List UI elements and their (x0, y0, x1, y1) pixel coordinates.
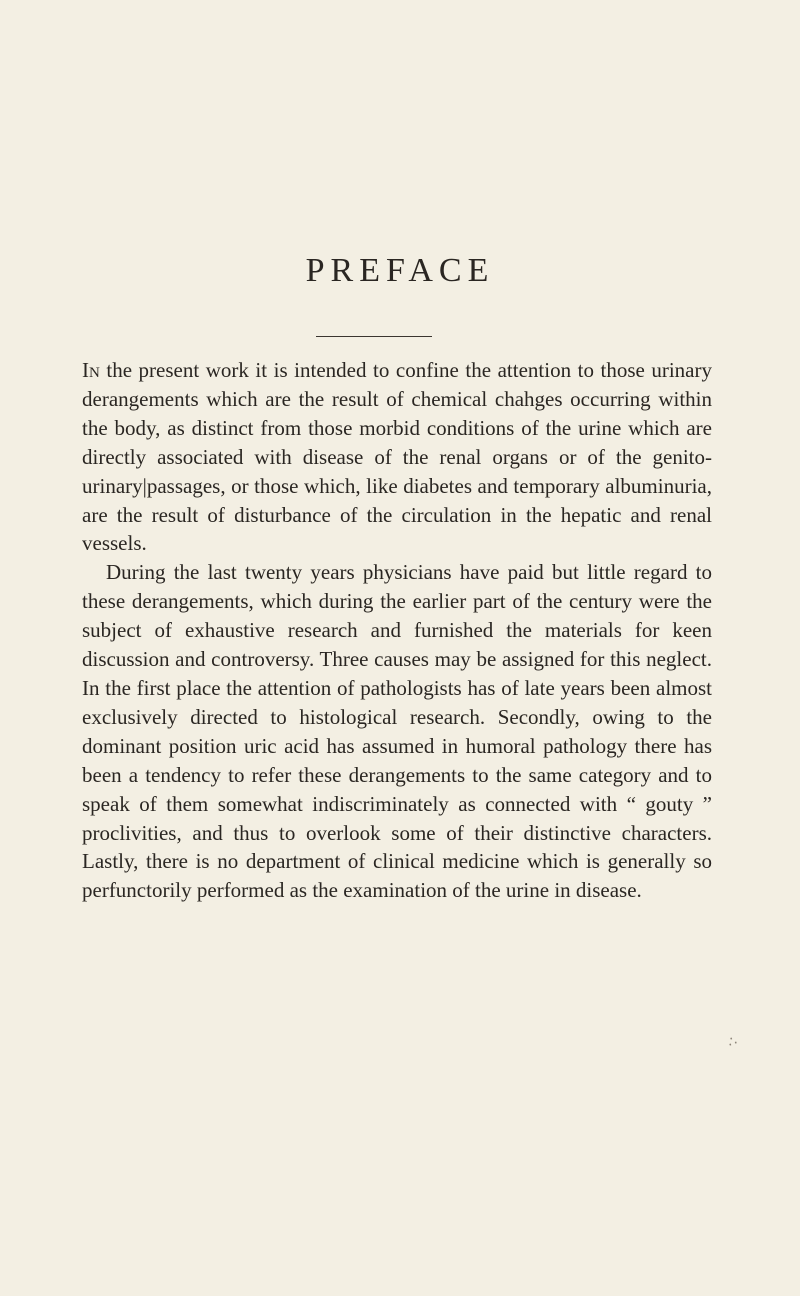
preface-body (82, 356, 712, 905)
title-rule (316, 336, 432, 337)
paragraph-1-lead: In (82, 358, 100, 382)
paragraph-1 (82, 356, 712, 558)
margin-mark: ∴ (725, 1032, 740, 1052)
paragraph-1-text: the present work it is intended to confine the attention to those urinary derangements which are the result of chemical chahges occurring within the body, as distinct from those morbid conditions of the urine which are directly associated with disease of the renal organs or of the genito-urinary|passages, or those which, like diabetes and temporary albuminuria, are the result of disturbance of the circulation in the hepatic and renal vessels. (82, 358, 712, 556)
page-title: PREFACE (305, 252, 495, 289)
paragraph-2 (82, 558, 712, 905)
paragraph-2-text: During the last twenty years physicians have paid but little regard to these derangements, which during the earlier part of the century were the subject of exhaustive research and furnished the materials for keen discussion and controversy. Three causes may be assigned for this neglect. In the first place the attention of pathologists has of late years been almost exclusively directed to histological research. Secondly, owing to the dominant position uric acid has assumed in humoral pathology there has been a tendency to refer these derangements to the same category and to speak of them somewhat indiscriminately as connected with “ gouty ” proclivities, and thus to overlook some of their distinctive characters. Lastly, there is no department of clinical medicine which is generally so perfunctorily performed as the examination of the urine in disease. (82, 560, 712, 903)
